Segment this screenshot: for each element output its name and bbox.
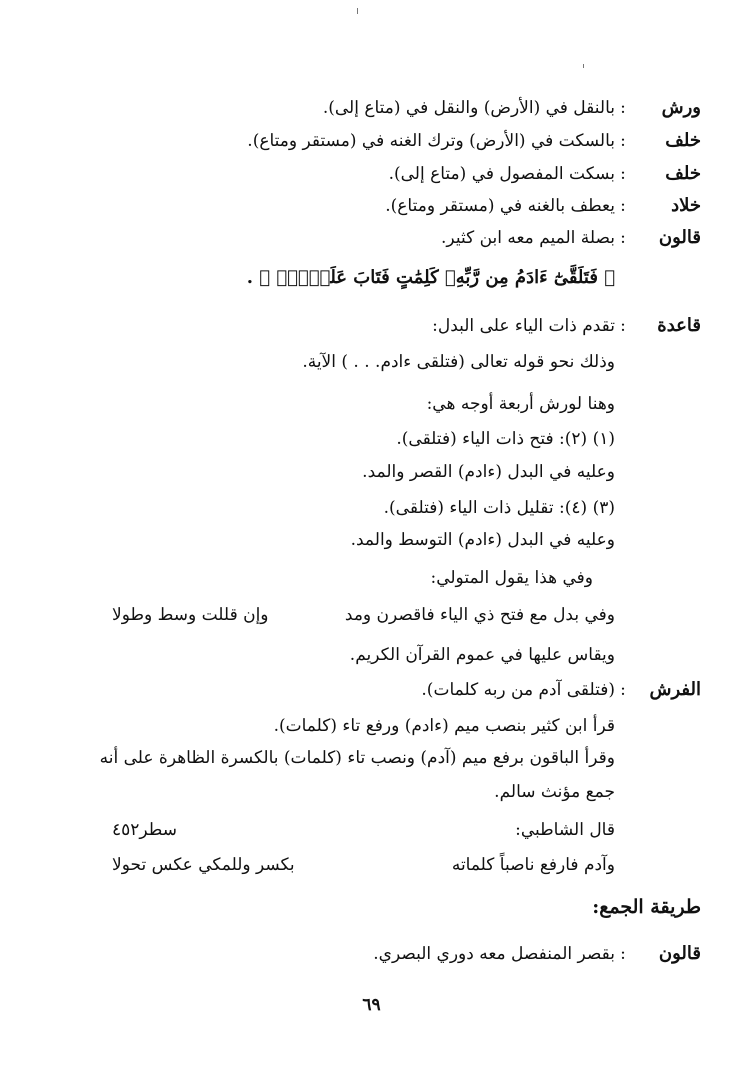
farsh-line: وقرأ الباقون برفع ميم (آدم) ونصب تاء (كلمات) بالكسرة الظاهرة على أنه — [99, 748, 615, 768]
shatibi-reference: سطر٤٥٢ — [112, 820, 177, 840]
poem-hemistich-right: وفي بدل مع فتح ذي الياء فاقصرن ومد — [344, 605, 615, 625]
rule-line: وعليه في البدل (ءادم) التوسط والمد. — [350, 530, 615, 550]
poem-hemistich-left: وإن قللت وسط وطولا — [112, 605, 269, 625]
rule-line: وذلك نحو قوله تعالى (فتلقى ءادم. . . ) الآية. — [302, 352, 615, 372]
rule-line: (٣) (٤): تقليل ذات الياء (فتلقى). — [383, 498, 615, 518]
farsh-line: جمع مؤنث سالم. — [494, 782, 615, 802]
rule-line: وعليه في البدل (ءادم) القصر والمد. — [362, 462, 615, 482]
colon: : — [620, 316, 626, 336]
scan-mark — [357, 8, 358, 14]
rule-text: تقدم ذات الياء على البدل: — [432, 316, 615, 336]
poem-hemistich-left: بكسر وللمكي عكس تحولا — [112, 855, 295, 875]
rule-line: وهنا لورش أربعة أوجه هي: — [426, 394, 615, 414]
reader-name: قالون — [658, 227, 701, 248]
rule-closing: ويقاس عليها في عموم القرآن الكريم. — [349, 645, 615, 665]
rule-line: وفي هذا يقول المتولي: — [430, 568, 593, 588]
colon: : — [620, 196, 626, 216]
section-heading: طريقة الجمع: — [592, 896, 701, 918]
reading-text: بالسكت في (الأرض) وترك الغنه في (مستقر ومتاع). — [247, 131, 615, 151]
rule-line: (١) (٢): فتح ذات الياء (فتلقى). — [396, 429, 615, 449]
colon: : — [620, 131, 626, 151]
page-number: ٦٩ — [362, 995, 381, 1015]
reader-name: خلف — [665, 163, 701, 184]
reading-text: بالنقل في (الأرض) والنقل في (متاع إلى). — [322, 98, 615, 118]
reading-text: يعطف بالغنه في (مستقر ومتاع). — [385, 196, 615, 216]
method-text: بقصر المنفصل معه دوري البصري. — [373, 944, 615, 964]
reader-name: خلف — [665, 130, 701, 151]
reading-text: بسكت المفصول في (متاع إلى). — [388, 164, 615, 184]
reading-text: بصلة الميم معه ابن كثير. — [441, 228, 615, 248]
colon: : — [620, 228, 626, 248]
shatibi-label: قال الشاطبي: — [515, 820, 615, 840]
rule-label: قاعدة — [657, 315, 701, 336]
reader-name: قالون — [658, 943, 701, 964]
farsh-text: (فتلقى آدم من ربه كلمات). — [421, 680, 615, 700]
quran-verse: ﴿ فَتَلَقَّىٰٓ ءَادَمُ مِن رَّبِّهِۦ كَلِمَٰتٍ فَتَابَ عَلَيۡهِۚ ﴾ . — [246, 267, 615, 288]
colon: : — [620, 944, 626, 964]
poem-hemistich-right: وآدم فارفع ناصباً كلماته — [451, 855, 615, 875]
colon: : — [620, 680, 626, 700]
farsh-line: قرأ ابن كثير بنصب ميم (ءادم) ورفع تاء (كلمات). — [273, 716, 615, 736]
reader-name: ورش — [661, 97, 701, 118]
reader-name: خلاد — [671, 195, 701, 216]
colon: : — [620, 98, 626, 118]
colon: : — [620, 164, 626, 184]
farsh-label: الفرش — [649, 679, 701, 700]
scan-mark — [583, 64, 584, 68]
